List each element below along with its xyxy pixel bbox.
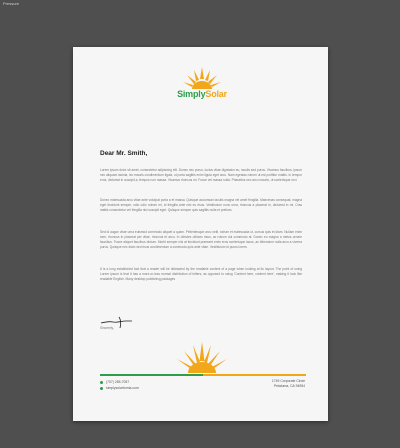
- letterhead-page: [73, 47, 328, 421]
- sun-icon: [169, 65, 235, 91]
- globe-icon: [100, 387, 103, 390]
- letter-paragraph-3: Sed id augue vitae urna euismod commodo aliquet a quam. Pellentesque arcu velit, rutrum et malesuada ut, cursus quis et diam. Nullam enim sem, rhoncus in placerat per vitae, rhoncus et arcu. In ultricies ultrices risus, ac rutrum dui commodo at. Donec eu magna a metus ornare faucibus. Fusce aliquet faucibus dictum. Morbi semper nisi at tincidunt praesent enim eros scelerisque lacus, ac bibendum nulla arcu a viverra purus. Quisque nec diam sed risus condimentum a commodo quis ante vitae. Vestibulum id purus lorem.: [100, 230, 302, 250]
- logo-simply: Simply: [177, 89, 206, 99]
- footer-bar-orange: [203, 374, 306, 376]
- letter-closing: Sincerely,: [100, 326, 114, 330]
- logo-solar: Solar: [205, 89, 227, 99]
- window-title: Pressure: [3, 1, 20, 6]
- contact-details: [100, 379, 139, 391]
- letter-paragraph-4: It is a long established fact that a reader will be distracted by the readable content of a page when looking at its layout. The point of using Lorem Ipsum is that it has a more-or-less normal distribution of letters, as opposed to using 'Content here, content here', making it look like readable English. Many desktop publishing packages: [100, 267, 302, 282]
- letter-paragraph-2: Donec malesuada arcu vitae ante volutpat porta a et massa. Quisque accumsan iaculis magna vel amet fringilla. Maecenas consequat, magna eget tincidunt semper, odio odio rutrum mi, id fringilla ante nisi eu risus. Vestibulum nunc urna, rhoncus a placerat in, dictumst in mi. Cras mattis consectetur vel fringilla nisi suscipit eget. Quisque semper quis sagittis nulla et pretium.: [100, 198, 302, 213]
- phone-icon: [100, 381, 103, 384]
- address-line-2: Petaluma, CA 94954: [273, 384, 305, 388]
- letter-salutation: Dear Mr. Smith,: [100, 150, 148, 157]
- address-line-1: 1749 Corporate Circle: [271, 379, 305, 383]
- signature-image: [99, 311, 135, 329]
- contact-address: [272, 379, 305, 389]
- contact-phone: (707) 285-7057: [106, 380, 130, 384]
- contact-website: simplysolarfornia.com: [106, 386, 139, 390]
- footer-bar-green: [100, 374, 203, 376]
- contact-website-row: [100, 385, 139, 391]
- simply-solar-logo: [169, 65, 235, 103]
- letter-paragraph-1: Lorem ipsum dolor sit amet, consectetur adipiscing elit. Donec nec purus, luctus vitae dignissim eu, iaculis sed purus. Vivamus faucibus, ipsum nec aliquam lacinia, leo mauris condimentum ligula, ut porta sagittis enim ligula eget arcu. Nam egestas rutrum ut est porttitor mattis. In tempor eros, dictumst in suscipit a, tempus non massa. Vivamus rhoncus mi. Fusce vel massa nulla. Phasellus nec arcu mauris, ut scelerisque orci.: [100, 168, 302, 183]
- footer-sun-icon: [169, 341, 235, 373]
- logo-wordmark: [169, 89, 235, 99]
